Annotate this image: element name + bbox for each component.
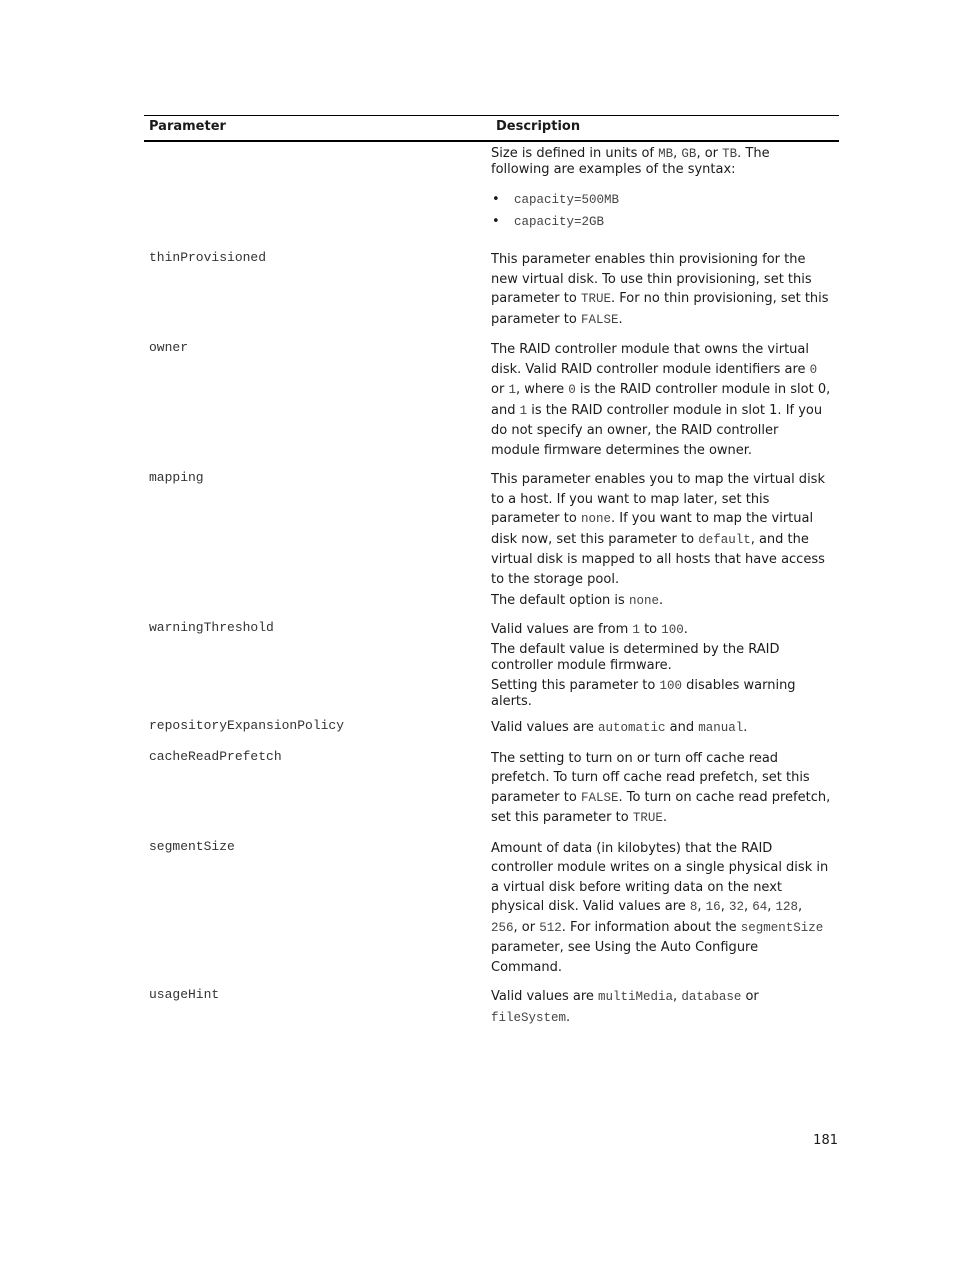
bullet-icon: • — [492, 214, 500, 229]
table-row-repository-expansion-policy — [144, 718, 839, 739]
parameter-table — [144, 115, 839, 1028]
description-cell: The RAID controller module that owns the virtual disk. Valid RAID controller module identifiers are 0 or 1, where 0 is the RAID controller module in slot 0, and 1 is the RAID controller module in slot 1. If you do not specify an owner, the RAID controller module firmware determines the owner. — [491, 342, 831, 458]
table-row-owner — [144, 340, 839, 460]
size-description: Size is defined in units of MB, GB, or TB. The following are examples of the syntax: — [491, 146, 770, 177]
list-item: • capacity=2GB — [491, 211, 831, 233]
table-row-thin-provisioned — [144, 250, 839, 330]
table-header — [144, 115, 839, 142]
description-cell: The setting to turn on or turn off cache read prefetch. To turn off cache read prefetch, set this parameter to FALSE. To turn on cache read prefetch, set this parameter to TRUE. — [491, 750, 831, 825]
table-row-usage-hint — [144, 987, 839, 1028]
param-name: cacheReadPrefetch — [149, 748, 282, 764]
description-cell: Valid values are multiMedia, database or fileSystem. — [491, 989, 759, 1025]
param-name: warningThreshold — [149, 619, 274, 635]
description-cell: Valid values are from 1 to 100. The default value is determined by the RAID controller module firmware. Setting this parameter to 100 disables warning alerts. — [491, 621, 796, 709]
param-name: owner — [149, 340, 189, 355]
param-name: usageHint — [149, 987, 220, 1002]
table-row-warning-threshold — [144, 620, 839, 711]
param-name: repositoryExpansionPolicy — [149, 718, 345, 733]
param-name: mapping — [149, 470, 204, 485]
description-cell: Valid values are automatic and manual. — [491, 720, 748, 735]
description-cell: This parameter enables you to map the virtual disk to a host. If you want to map later, set this parameter to none. If you want to map the virtual disk now, set this parameter to default, and the virtual disk is mapped to all hosts that have access to the storage pool. The default option is none. — [491, 472, 825, 608]
param-cell-empty — [144, 146, 491, 233]
bullet-icon: • — [492, 192, 500, 207]
table-row-cache-read-prefetch — [144, 749, 839, 829]
param-name: segmentSize — [149, 838, 235, 854]
description-cell: Amount of data (in kilobytes) that the RAID controller module writes on a single physical disk in a virtual disk before writing data on the next physical disk. Valid values are 8, 16, 32, 64, 128, 256, or 512. For information about the segmentSize parameter, see Using the Auto Configure Command. — [491, 840, 829, 975]
header-description: Description — [496, 119, 581, 134]
table-row-mapping — [144, 470, 839, 612]
description-cell: This parameter enables thin provisioning for the new virtual disk. To use thin provisioning, set this parameter to TRUE. For no thin provisioning, set this parameter to FALSE. — [491, 252, 829, 327]
header-parameter: Parameter — [149, 119, 226, 134]
table-row-size — [144, 146, 839, 233]
description-cell — [491, 146, 831, 233]
syntax-examples-list — [491, 189, 831, 233]
list-item: • capacity=500MB — [491, 189, 831, 211]
table-row-segment-size — [144, 839, 839, 978]
param-name: thinProvisioned — [149, 250, 267, 265]
page-number: 181 — [813, 1133, 838, 1148]
